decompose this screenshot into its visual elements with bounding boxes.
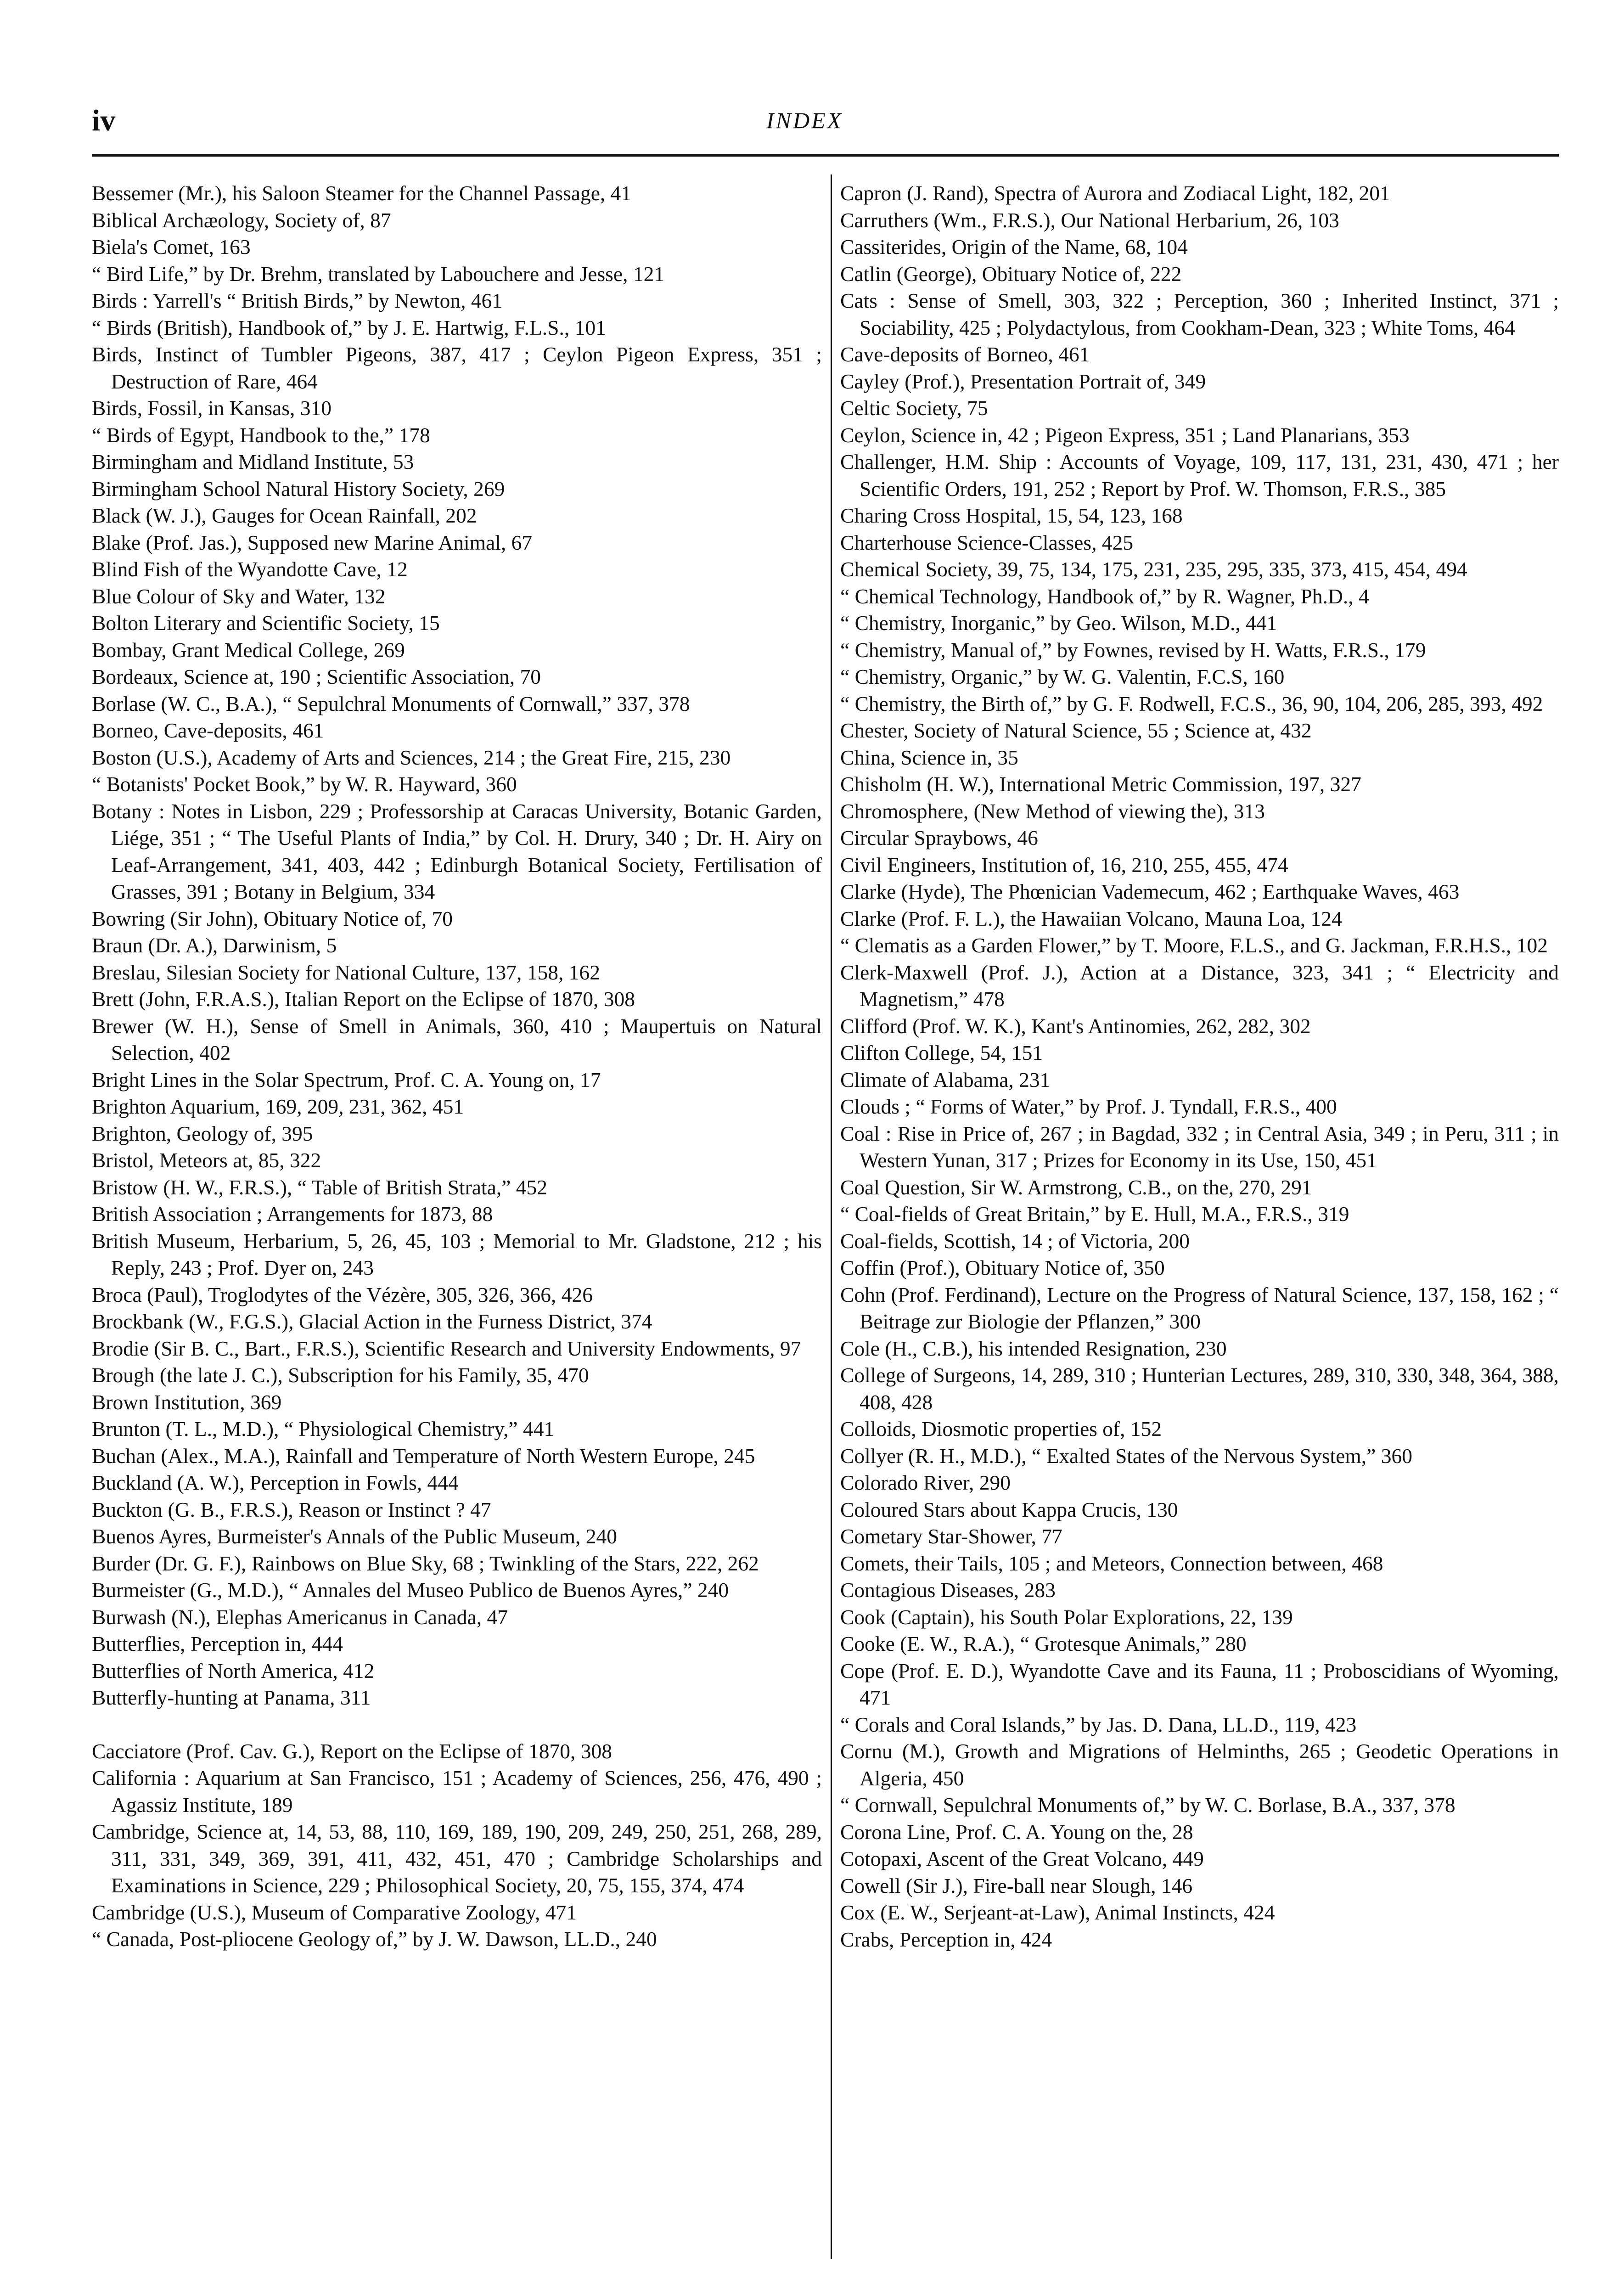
index-entry: Colloids, Diosmotic properties of, 152 xyxy=(840,1417,1162,1441)
index-entry: Cook (Captain), his South Polar Explorations, 22, 139 xyxy=(840,1605,1293,1629)
index-entry: Clifton College, 54, 151 xyxy=(840,1041,1043,1064)
index-entry: Brewer (W. H.), Sense of Smell in Animals, 360, 410 ; Maupertuis on Natural Selection, 402 xyxy=(92,1014,822,1064)
column-divider xyxy=(831,174,832,2259)
index-entry: Cole (H., C.B.), his intended Resignation, 230 xyxy=(840,1336,1227,1360)
index-entry: Burder (Dr. G. F.), Rainbows on Blue Sky, 68 ; Twinkling of the Stars, 222, 262 xyxy=(92,1551,759,1575)
index-entry: Brown Institution, 369 xyxy=(92,1390,282,1414)
index-entry: Birmingham School Natural History Society, 269 xyxy=(92,477,505,501)
index-entry: Coal Question, Sir W. Armstrong, C.B., on the, 270, 291 xyxy=(840,1175,1312,1199)
index-entry: Carruthers (Wm., F.R.S.), Our National Herbarium, 26, 103 xyxy=(840,208,1339,232)
index-entry: Bolton Literary and Scientific Society, 15 xyxy=(92,611,440,635)
index-entry: Charing Cross Hospital, 15, 54, 123, 168 xyxy=(840,504,1183,527)
index-entry: Bright Lines in the Solar Spectrum, Prof. C. A. Young on, 17 xyxy=(92,1068,601,1092)
index-entry: “ Bird Life,” by Dr. Brehm, translated by Labouchere and Jesse, 121 xyxy=(92,262,665,286)
index-entry: Civil Engineers, Institution of, 16, 210, 255, 455, 474 xyxy=(840,853,1288,877)
section-gap xyxy=(92,1711,822,1738)
index-entry: Coffin (Prof.), Obituary Notice of, 350 xyxy=(840,1256,1165,1279)
index-entry: Cornu (M.), Growth and Migrations of Helminths, 265 ; Geodetic Operations in Algeria, 450 xyxy=(840,1739,1559,1790)
index-entry: Clouds ; “ Forms of Water,” by Prof. J. Tyndall, F.R.S., 400 xyxy=(840,1095,1337,1118)
index-entry: “ Chemistry, Manual of,” by Fownes, revised by H. Watts, F.R.S., 179 xyxy=(840,638,1426,662)
index-entry: Butterfly-hunting at Panama, 311 xyxy=(92,1686,371,1709)
index-entry: Comets, their Tails, 105 ; and Meteors, Connection between, 468 xyxy=(840,1551,1383,1575)
index-entry: Cope (Prof. E. D.), Wyandotte Cave and its Fauna, 11 ; Proboscidians of Wyoming, 471 xyxy=(840,1659,1559,1709)
index-entry: Circular Spraybows, 46 xyxy=(840,826,1038,850)
index-entry: Challenger, H.M. Ship : Accounts of Voyage, 109, 117, 131, 231, 430, 471 ; her Scientific Orders, 191, 252 ; Report by Prof. W. Thomson, F.R.S., 385 xyxy=(840,450,1559,501)
index-entry: Cooke (E. W., R.A.), “ Grotesque Animals,” 280 xyxy=(840,1632,1247,1655)
index-entry: Chester, Society of Natural Science, 55 ; Science at, 432 xyxy=(840,719,1312,742)
header-rule xyxy=(92,154,1559,157)
index-entry: Bristow (H. W., F.R.S.), “ Table of British Strata,” 452 xyxy=(92,1175,548,1199)
index-entry: Clifford (Prof. W. K.), Kant's Antinomies, 262, 282, 302 xyxy=(840,1014,1311,1038)
index-entry: Boston (U.S.), Academy of Arts and Sciences, 214 ; the Great Fire, 215, 230 xyxy=(92,745,731,769)
index-entry: Charterhouse Science-Classes, 425 xyxy=(840,530,1134,554)
page-number: iv xyxy=(92,104,116,137)
index-entry: Cambridge, Science at, 14, 53, 88, 110, 169, 189, 190, 209, 249, 250, 251, 268, 289, 311, 331, 349, 369, 391, 411, 432, 451, 470 ; Cambridge Scholarships and Examinations in Science, 229 ; Philosophical Society, 20, 75, 155, 374, 474 xyxy=(92,1820,822,1897)
index-entry: Buenos Ayres, Burmeister's Annals of the Public Museum, 240 xyxy=(92,1525,617,1548)
index-entry: Borneo, Cave-deposits, 461 xyxy=(92,719,324,742)
index-entry: Colorado River, 290 xyxy=(840,1471,1011,1494)
index-entry: Brunton (T. L., M.D.), “ Physiological Chemistry,” 441 xyxy=(92,1417,555,1441)
index-entry: Cave-deposits of Borneo, 461 xyxy=(840,343,1090,366)
index-entry: “ Chemistry, the Birth of,” by G. F. Rodwell, F.C.S., 36, 90, 104, 206, 285, 393, 492 xyxy=(840,692,1543,715)
index-entry: Ceylon, Science in, 42 ; Pigeon Express, 351 ; Land Planarians, 353 xyxy=(840,423,1410,447)
index-entry: Brett (John, F.R.A.S.), Italian Report on the Eclipse of 1870, 308 xyxy=(92,987,635,1011)
index-entry: Cats : Sense of Smell, 303, 322 ; Perception, 360 ; Inherited Instinct, 371 ; Sociability, 425 ; Polydactylous, from Cookham-Dean, 323 ; White Toms, 464 xyxy=(840,289,1559,339)
index-entry: Cox (E. W., Serjeant-at-Law), Animal Instincts, 424 xyxy=(840,1901,1275,1924)
index-entry: Coloured Stars about Kappa Crucis, 130 xyxy=(840,1497,1178,1521)
index-entry: “ Chemistry, Organic,” by W. G. Valentin, F.C.S, 160 xyxy=(840,665,1285,688)
index-entry: Borlase (W. C., B.A.), “ Sepulchral Monuments of Cornwall,” 337, 378 xyxy=(92,692,690,715)
index-entry: Catlin (George), Obituary Notice of, 222 xyxy=(840,262,1182,286)
index-entry: Cowell (Sir J.), Fire-ball near Slough, 146 xyxy=(840,1874,1193,1897)
index-entry: Buchan (Alex., M.A.), Rainfall and Temperature of North Western Europe, 245 xyxy=(92,1444,755,1468)
index-entry: Buckton (G. B., F.R.S.), Reason or Instinct ? 47 xyxy=(92,1497,491,1521)
index-entry: Blue Colour of Sky and Water, 132 xyxy=(92,584,386,608)
index-entry: Burwash (N.), Elephas Americanus in Canada, 47 xyxy=(92,1605,508,1629)
index-entry: Brough (the late J. C.), Subscription for his Family, 35, 470 xyxy=(92,1363,589,1387)
index-entry: “ Coal-fields of Great Britain,” by E. Hull, M.A., F.R.S., 319 xyxy=(840,1202,1349,1226)
index-entry: Brighton Aquarium, 169, 209, 231, 362, 451 xyxy=(92,1095,464,1118)
index-entry: British Museum, Herbarium, 5, 26, 45, 103 ; Memorial to Mr. Gladstone, 212 ; his Reply, 243 ; Prof. Dyer on, 243 xyxy=(92,1229,822,1279)
index-column-right xyxy=(840,180,1559,1953)
index-entry: Birds : Yarrell's “ British Birds,” by Newton, 461 xyxy=(92,289,503,312)
index-entry: Botany : Notes in Lisbon, 229 ; Professorship at Caracas University, Botanic Garden, Liége, 351 ; “ The Useful Plants of India,” by Col. H. Drury, 340 ; Dr. H. Airy on Leaf-Arrangement, 341, 403, 442 ; Edinburgh Botanical Society, Fertilisation of Grasses, 391 ; Botany in Belgium, 334 xyxy=(92,799,822,903)
index-entry: “ Corals and Coral Islands,” by Jas. D. Dana, LL.D., 119, 423 xyxy=(840,1712,1357,1736)
index-entry: Burmeister (G., M.D.), “ Annales del Museo Publico de Buenos Ayres,” 240 xyxy=(92,1578,729,1602)
index-entry: “ Clematis as a Garden Flower,” by T. Moore, F.L.S., and G. Jackman, F.R.H.S., 102 xyxy=(840,934,1548,957)
index-entry: Collyer (R. H., M.D.), “ Exalted States of the Nervous System,” 360 xyxy=(840,1444,1412,1468)
index-entry: “ Birds of Egypt, Handbook to the,” 178 xyxy=(92,423,430,447)
index-entry: Bordeaux, Science at, 190 ; Scientific Association, 70 xyxy=(92,665,541,688)
index-entry: Birds, Instinct of Tumbler Pigeons, 387, 417 ; Ceylon Pigeon Express, 351 ; Destruction of Rare, 464 xyxy=(92,343,822,393)
index-entry: Cayley (Prof.), Presentation Portrait of, 349 xyxy=(840,369,1206,393)
index-entry: Brighton, Geology of, 395 xyxy=(92,1121,313,1145)
index-entry: Birmingham and Midland Institute, 53 xyxy=(92,450,414,473)
index-entry: Clarke (Hyde), The Phœnician Vademecum, 462 ; Earthquake Waves, 463 xyxy=(840,880,1460,903)
index-entry: Braun (Dr. A.), Darwinism, 5 xyxy=(92,934,337,957)
index-entry: Birds, Fossil, in Kansas, 310 xyxy=(92,396,332,420)
index-entry: Coal-fields, Scottish, 14 ; of Victoria, 200 xyxy=(840,1229,1190,1253)
index-entry: British Association ; Arrangements for 1873, 88 xyxy=(92,1202,493,1226)
index-entry: Coal : Rise in Price of, 267 ; in Bagdad, 332 ; in Central Asia, 349 ; in Peru, 311 ; in Western Yunan, 317 ; Prizes for Economy in its Use, 150, 451 xyxy=(840,1121,1559,1172)
index-entry: Buckland (A. W.), Perception in Fowls, 444 xyxy=(92,1471,459,1494)
index-entry: Bristol, Meteors at, 85, 322 xyxy=(92,1148,321,1172)
index-entry: “ Canada, Post-pliocene Geology of,” by J. W. Dawson, LL.D., 240 xyxy=(92,1927,657,1951)
index-entry: “ Chemistry, Inorganic,” by Geo. Wilson, M.D., 441 xyxy=(840,611,1277,635)
running-head: INDEX xyxy=(766,107,843,133)
index-entry: “ Botanists' Pocket Book,” by W. R. Hayward, 360 xyxy=(92,772,517,796)
index-entry: Bowring (Sir John), Obituary Notice of, 70 xyxy=(92,906,453,930)
index-entry: Cacciatore (Prof. Cav. G.), Report on the Eclipse of 1870, 308 xyxy=(92,1739,612,1763)
index-entry: Chemical Society, 39, 75, 134, 175, 231, 235, 295, 335, 373, 415, 454, 494 xyxy=(840,557,1467,581)
index-entry: Chromosphere, (New Method of viewing the), 313 xyxy=(840,799,1265,823)
index-entry: Biela's Comet, 163 xyxy=(92,235,251,259)
index-entry: Cometary Star-Shower, 77 xyxy=(840,1525,1062,1548)
index-entry: Cohn (Prof. Ferdinand), Lecture on the Progress of Natural Science, 137, 158, 162 ; “ Beitrage zur Biologie der Pflanzen,” 300 xyxy=(840,1283,1559,1333)
index-entry: Celtic Society, 75 xyxy=(840,396,988,420)
index-entry: Biblical Archæology, Society of, 87 xyxy=(92,208,391,232)
index-entry: Butterflies of North America, 412 xyxy=(92,1659,375,1683)
index-entry: Brockbank (W., F.G.S.), Glacial Action in the Furness District, 374 xyxy=(92,1310,652,1333)
index-entry: College of Surgeons, 14, 289, 310 ; Hunterian Lectures, 289, 310, 330, 348, 364, 388, 408, 428 xyxy=(840,1363,1559,1414)
index-entry: Cotopaxi, Ascent of the Great Volcano, 449 xyxy=(840,1847,1204,1870)
index-entry: Breslau, Silesian Society for National Culture, 137, 158, 162 xyxy=(92,960,600,984)
index-entry: Cambridge (U.S.), Museum of Comparative Zoology, 471 xyxy=(92,1900,577,1924)
index-entry: Chisholm (H. W.), International Metric Commission, 197, 327 xyxy=(840,772,1361,796)
index-entry: Corona Line, Prof. C. A. Young on the, 28 xyxy=(840,1820,1193,1844)
index-entry: Cassiterides, Origin of the Name, 68, 104 xyxy=(840,235,1188,259)
index-entry: Brodie (Sir B. C., Bart., F.R.S.), Scientific Research and University Endowments, 97 xyxy=(92,1336,801,1360)
index-entry: China, Science in, 35 xyxy=(840,745,1018,769)
index-entry: Bessemer (Mr.), his Saloon Steamer for the Channel Passage, 41 xyxy=(92,181,632,205)
index-entry: Climate of Alabama, 231 xyxy=(840,1068,1051,1092)
index-entry: California : Aquarium at San Francisco, 151 ; Academy of Sciences, 256, 476, 490 ; Agassiz Institute, 189 xyxy=(92,1766,822,1817)
index-entry: Butterflies, Perception in, 444 xyxy=(92,1632,343,1655)
index-entry: Clarke (Prof. F. L.), the Hawaiian Volcano, Mauna Loa, 124 xyxy=(840,906,1342,930)
index-column-left xyxy=(92,180,822,1953)
index-entry: “ Chemical Technology, Handbook of,” by R. Wagner, Ph.D., 4 xyxy=(840,584,1369,608)
index-entry: Contagious Diseases, 283 xyxy=(840,1578,1056,1602)
index-entry: Broca (Paul), Troglodytes of the Vézère, 305, 326, 366, 426 xyxy=(92,1283,593,1306)
index-entry: Capron (J. Rand), Spectra of Aurora and Zodiacal Light, 182, 201 xyxy=(840,181,1390,205)
index-entry: Clerk-Maxwell (Prof. J.), Action at a Distance, 323, 341 ; “ Electricity and Magnetism,” 478 xyxy=(840,960,1559,1011)
index-entry: Blake (Prof. Jas.), Supposed new Marine Animal, 67 xyxy=(92,530,533,554)
index-entry: Bombay, Grant Medical College, 269 xyxy=(92,638,405,662)
index-entry: “ Cornwall, Sepulchral Monuments of,” by W. C. Borlase, B.A., 337, 378 xyxy=(840,1793,1455,1817)
index-entry: Blind Fish of the Wyandotte Cave, 12 xyxy=(92,557,408,581)
index-entry: Black (W. J.), Gauges for Ocean Rainfall, 202 xyxy=(92,504,477,527)
index-entry: Crabs, Perception in, 424 xyxy=(840,1927,1052,1951)
index-entry: “ Birds (British), Handbook of,” by J. E. Hartwig, F.L.S., 101 xyxy=(92,315,606,339)
